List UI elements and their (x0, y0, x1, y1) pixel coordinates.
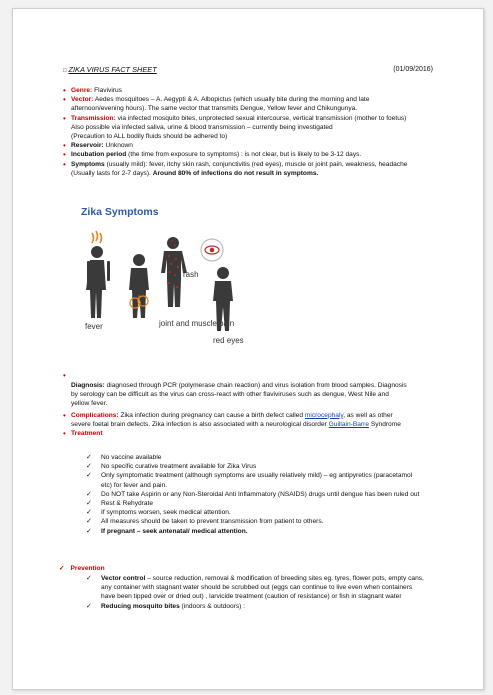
joint-pain-figure (129, 254, 149, 318)
label-joint-pain (158, 319, 234, 328)
check-icon: ✓ (86, 509, 92, 517)
treatment-item-text: Only symptomatic treatment (although symptoms are usually relatively mild) – eg antipyretics (paracetamol etc) for fever and pain. (101, 472, 413, 489)
facts-list (63, 86, 408, 178)
transmission-label: Transmission: (71, 114, 116, 122)
treatment-label: Treatment (71, 430, 103, 438)
bullet-icon: • (63, 410, 66, 420)
check-icon: ✓ (86, 518, 92, 526)
treatment-item (79, 462, 424, 471)
diagnosis-list (63, 381, 408, 438)
treatment-item (79, 453, 424, 462)
vector-text: Aedes mosquitoes – A. Aegypti & A. Albopictus (which usually bite during the morning and late afternoon/evening hours). The same vector that transmits Dengue, Yellow fever and Chikungunya. (71, 96, 370, 113)
label-joint-pain-text: joint and muscle pain (159, 319, 235, 328)
check-icon: ✓ (86, 463, 92, 471)
list-item-reservoir (63, 141, 408, 150)
treatment-item (79, 499, 424, 508)
symptoms-text: (usually mild): fever, itchy skin rash, conjunctivitis (red eyes), muscle or joint pain, weakness, headache (Usually lasts for 2-7 days). (71, 160, 408, 177)
zika-symptoms-illustration (77, 203, 257, 353)
reservoir-label: Reservoir: (71, 142, 104, 150)
genre-label: Genre: (71, 87, 93, 94)
treatment-item (79, 527, 424, 536)
fever-figure (86, 231, 110, 318)
label-red-eyes: red eyes (213, 336, 244, 345)
list-item-genre (63, 86, 408, 95)
genre-value: Flavivirus (94, 87, 122, 94)
complications-text3: Syndrome (370, 420, 401, 428)
list-item-transmission (63, 114, 408, 142)
document-page (12, 8, 484, 690)
list-item-symptoms (63, 160, 408, 178)
complications-text2: , as well as other severe foetal brain defects. Zika infection is also associated with a neurological disorder (71, 411, 393, 428)
red-eyes-figure (201, 239, 233, 331)
prevention-item-bites (79, 602, 424, 611)
transmission-line3: (Precaution to ALL bodily fluids should be adhered to) (71, 133, 228, 141)
check-icon: ✓ (86, 527, 92, 535)
list-item-treatment (63, 429, 408, 438)
bullet-icon: • (63, 150, 66, 160)
check-icon: ✓ (86, 575, 92, 582)
list-item-complications (63, 411, 408, 429)
prevention-item-vector-control (79, 574, 424, 602)
vector-control-label: Vector control (101, 575, 146, 582)
treatment-item-text: No specific curative treatment available for Zika Virus (101, 463, 257, 471)
document-date: (01/09/2016) (393, 66, 433, 73)
header-row (63, 65, 453, 76)
symptoms-bold: Around 80% of infections do not result in symptoms. (152, 169, 319, 177)
illustration-title: Zika Symptoms (81, 206, 159, 218)
vector-control-text: – source reduction, removal & modification of breeding sites eg. tyres, flower pots, empty cans, any container with stagnant water should be scrubbed out (eggs can continue to live even when containers have been tipped over or dried out) , larvicide treatment (caution of resistance) or fish in stagnant water (101, 575, 424, 601)
incubation-label: Incubation period (71, 151, 127, 159)
treatment-item (79, 508, 424, 517)
label-rash: rash (183, 270, 199, 279)
diagnosis-label: Diagnosis: (71, 382, 105, 389)
treatment-item-text: Rest & Rehydrate (101, 500, 154, 508)
check-icon: ✓ (86, 602, 92, 610)
treatment-item-text: If pregnant – seek antenatal/ medical attention. (101, 527, 248, 535)
transmission-text: via infected mosquito bites, unprotected sexual intercourse, vertical transmission (mother to foetus) (117, 114, 407, 122)
reservoir-value: Unknown (105, 142, 133, 150)
vector-label: Vector: (71, 96, 94, 104)
bullet-icon: • (63, 159, 66, 169)
treatment-item-text: Do NOT take Aspirin or any Non-Steroidal Anti Inflammatory (NSAIDS) drugs until dengue has been ruled out (101, 490, 420, 498)
prevention-items (79, 574, 424, 611)
label-fever: fever (85, 322, 103, 331)
guillain-barre-link[interactable]: Guillain-Barre (328, 420, 369, 428)
transmission-line2: Also possible via infected saliva, urine & blood transmission – currently being investigated (71, 123, 333, 131)
treatment-item-text: If symptoms worsen, seek medical attention. (101, 509, 231, 517)
treatment-item (79, 471, 424, 489)
symptoms-label: Symptoms (71, 160, 105, 168)
list-item-diagnosis (63, 381, 408, 409)
list-item-vector (63, 95, 408, 113)
square-marker: □ (63, 68, 67, 74)
complications-text1: Zika infection during pregnancy can cause a birth defect called (120, 411, 304, 419)
bullet-icon: • (63, 429, 66, 439)
bullet-icon: • (63, 95, 66, 105)
prevention-heading (59, 564, 105, 573)
treatment-item (79, 490, 424, 499)
bullet-icon: • (63, 86, 66, 95)
document-title: ZIKA VIRUS FACT SHEET (68, 65, 157, 74)
diagnosis-text: diagnosed through PCR (polymerase chain reaction) and virus isolation from blood samples. Diagnosis by serology can be difficult as the virus can cross-react with other flaviviruses such as dengue, West Nile and yellow fever. (71, 382, 407, 408)
incubation-text: (the time from exposure to symptoms) : is not clear, but is likely to be 3-12 days. (128, 151, 362, 159)
treatment-item-text: No vaccine available (101, 454, 162, 461)
complications-label: Complications: (71, 411, 119, 419)
list-item-incubation (63, 150, 408, 159)
check-icon: ✓ (86, 472, 92, 480)
prevention-label: Prevention (70, 565, 105, 572)
bites-text: (indoors & outdoors) : (181, 602, 246, 610)
empty-bullet-icon: • (63, 371, 66, 380)
treatment-items (79, 453, 424, 536)
bites-label: Reducing mosquito bites (101, 602, 180, 610)
microcephaly-link[interactable]: microcephaly (304, 411, 344, 419)
check-icon: ✓ (86, 490, 92, 498)
treatment-item (79, 517, 424, 526)
treatment-item-text: All measures should be taken to prevent transmission from patient to others. (101, 518, 324, 526)
check-icon: ✓ (86, 454, 92, 461)
bullet-icon: • (63, 141, 66, 151)
check-icon: ✓ (86, 500, 92, 508)
check-icon: ✓ (59, 565, 65, 572)
bullet-icon: • (63, 113, 66, 123)
